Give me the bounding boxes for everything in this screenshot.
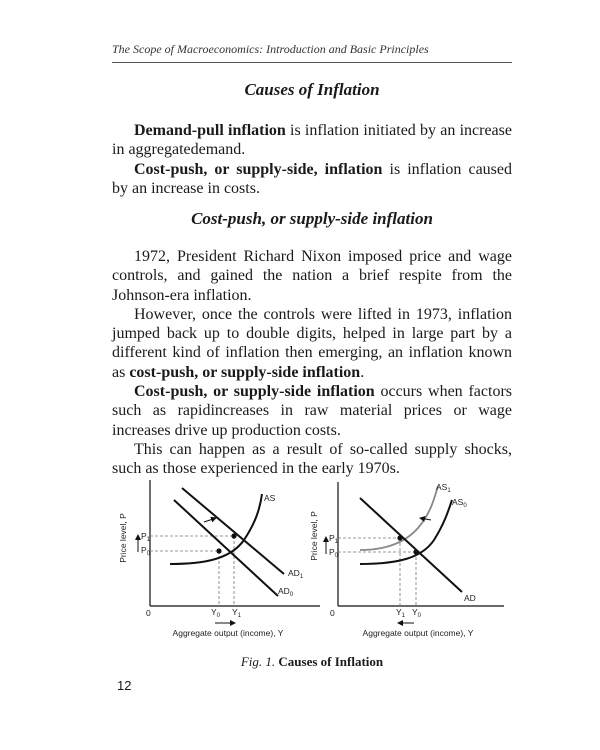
left-ad0-label: $AD_0$ bbox=[278, 586, 294, 598]
definitions-block bbox=[112, 121, 512, 198]
left-origin-label: 0 bbox=[146, 608, 151, 618]
left-ad0-curve bbox=[174, 500, 278, 596]
page-number: 12 bbox=[117, 678, 132, 693]
left-as-curve bbox=[170, 494, 262, 564]
right-p1-label: $P_1$ bbox=[329, 533, 339, 545]
section-title-cost-push: Cost-push, or supply-side inflation bbox=[191, 209, 433, 228]
right-y-axis-label: Price level, P bbox=[309, 511, 319, 561]
left-p1-label: $P_1$ bbox=[141, 531, 151, 543]
cost-push-paragraph bbox=[112, 160, 512, 199]
header-rule bbox=[112, 62, 512, 63]
right-as0-label: $AS_0$ bbox=[452, 497, 467, 509]
demand-pull-paragraph bbox=[112, 121, 512, 160]
figure-caption-title: Causes of Inflation bbox=[278, 654, 384, 669]
controls-lifted-term: cost-push, or supply-side inflation bbox=[129, 363, 361, 381]
left-y0-label: $Y_0$ bbox=[211, 607, 221, 619]
right-y0-label: $Y_0$ bbox=[412, 607, 422, 619]
right-equilibrium-0 bbox=[413, 549, 418, 554]
running-head: The Scope of Macroeconomics: Introduction and Basic Principles bbox=[112, 42, 429, 56]
demand-pull-term: Demand-pull inflation bbox=[134, 122, 286, 139]
left-ad1-label: $AD_1$ bbox=[288, 568, 304, 580]
left-y1-label: $Y_1$ bbox=[232, 607, 242, 619]
supply-shocks-paragraph: This can happen as a result of so-called supply shocks, such as those experienced in the early 1970s. bbox=[112, 440, 512, 478]
right-equilibrium-1 bbox=[397, 535, 402, 540]
left-x-axis-label: Aggregate output (income), Y bbox=[172, 628, 284, 638]
nixon-paragraph: 1972, President Richard Nixon imposed price and wage controls, and gained the nation a brief respite from the Johnson-era inflation. bbox=[112, 248, 512, 304]
occurs-paragraph bbox=[112, 382, 512, 440]
right-as1-label: $AS_1$ bbox=[436, 482, 451, 494]
figure-graphs bbox=[112, 478, 512, 648]
right-p0-label: $P_0$ bbox=[329, 547, 339, 559]
figure-caption bbox=[112, 654, 512, 670]
section-title-causes-of-inflation: Causes of Inflation bbox=[244, 80, 380, 99]
cost-push-block bbox=[112, 247, 512, 479]
figure-caption-label: Fig. 1. bbox=[240, 654, 276, 669]
controls-lifted-paragraph bbox=[112, 305, 512, 382]
controls-lifted-text: However, once the controls were lifted in 1973, inflation jumped back up to double digits, helped in large part by a different kind of inflation then emerging, an inflation known as bbox=[112, 305, 512, 381]
figure-causes-of-inflation bbox=[112, 478, 512, 648]
demand-pull-text: is inflation initiated by an increase in aggregatedemand. bbox=[112, 122, 512, 159]
left-equilibrium-1 bbox=[231, 533, 236, 538]
left-equilibrium-0 bbox=[216, 548, 221, 553]
left-y-axis-label: Price level, P bbox=[118, 513, 128, 563]
left-p0-label: $P_0$ bbox=[141, 545, 151, 557]
right-y1-label: $Y_1$ bbox=[396, 607, 406, 619]
right-graph bbox=[309, 482, 504, 638]
left-graph bbox=[118, 480, 320, 638]
cost-push-term: Cost-push, or supply-side, inflation bbox=[134, 160, 383, 178]
occurs-text: occurs when factors such as rapidincreases in raw material prices or wage increases drive up production costs. bbox=[112, 383, 512, 439]
left-demand-shift-arrow bbox=[204, 518, 216, 522]
right-ad-label: AD bbox=[464, 593, 476, 603]
cost-push-text: is inflation caused by an increase in costs. bbox=[112, 160, 512, 197]
right-x-axis-label: Aggregate output (income), Y bbox=[362, 628, 474, 638]
right-as1-curve bbox=[360, 486, 438, 550]
right-origin-label: 0 bbox=[330, 608, 335, 618]
controls-lifted-end: . bbox=[360, 363, 365, 381]
left-as-label: AS bbox=[264, 493, 276, 503]
occurs-term: Cost-push, or supply-side inflation bbox=[134, 383, 375, 401]
